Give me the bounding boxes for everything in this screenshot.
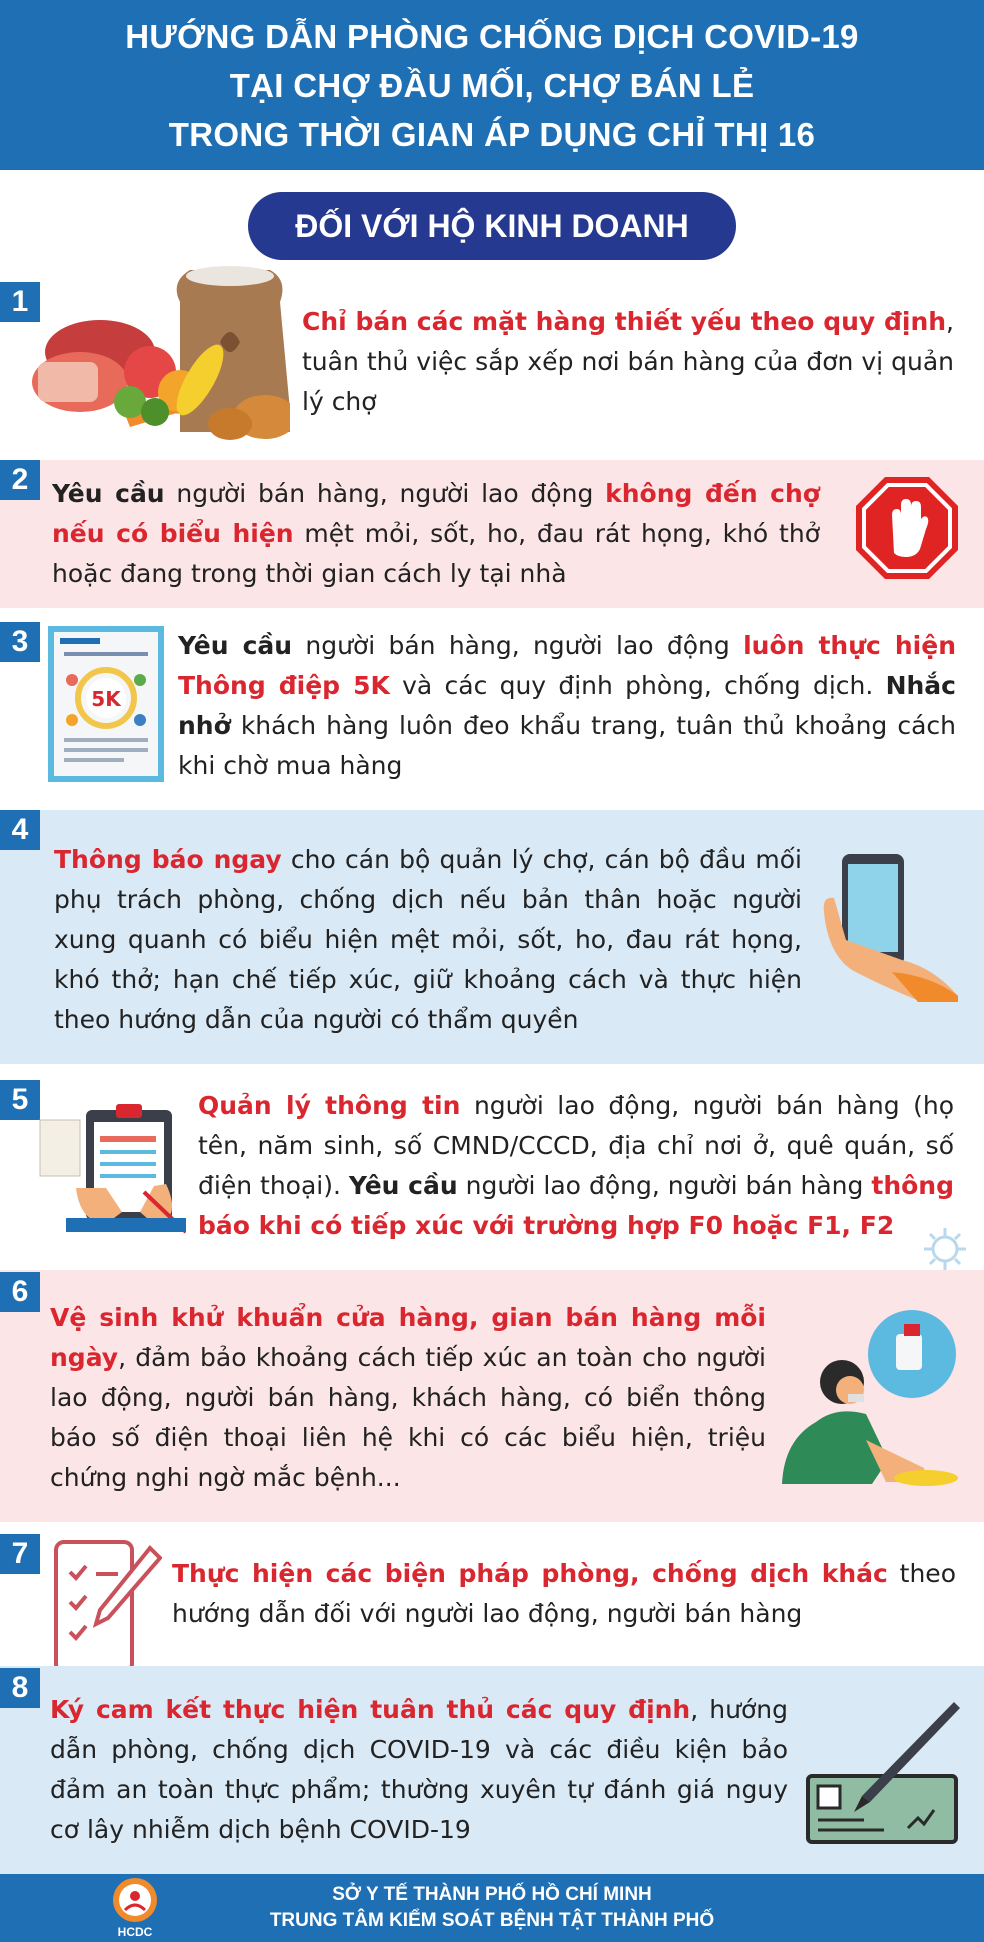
5k-poster-icon	[48, 626, 164, 782]
header-title-line-1: HƯỚNG DẪN PHÒNG CHỐNG DỊCH COVID-19	[125, 18, 859, 55]
item-number-4: 4	[0, 810, 40, 850]
cleaning-person-icon	[776, 1310, 958, 1486]
hcdc-logo	[108, 1876, 162, 1938]
item-number-7: 7	[0, 1534, 40, 1574]
item-number-8: 8	[0, 1668, 40, 1708]
item-7-text: Thực hiện các biện pháp phòng, chống dịch khác theo hướng dẫn đối với người lao động, người bán hàng	[172, 1559, 956, 1628]
header-title-line-2: TẠI CHỢ ĐẦU MỐI, CHỢ BÁN LẺ	[229, 67, 755, 104]
item-number-5: 5	[0, 1080, 40, 1120]
item-8-text: Ký cam kết thực hiện tuân thủ các quy định, hướng dẫn phòng, chống dịch COVID-19 và các điều kiện bảo đảm an toàn thực phẩm; thường xuyên tự đánh giá nguy cơ lây nhiễm dịch bệnh COVID-19	[50, 1695, 788, 1844]
item-number-6: 6	[0, 1272, 40, 1312]
item-number-3: 3	[0, 622, 40, 662]
footer-line-2: TRUNG TÂM KIỂM SOÁT BỆNH TẬT THÀNH PHỐ	[269, 1910, 715, 1931]
footer-line-1: SỞ Y TẾ THÀNH PHỐ HỒ CHÍ MINH	[332, 1884, 652, 1905]
section-title-pill: ĐỐI VỚI HỘ KINH DOANH	[248, 192, 736, 260]
virus-icon	[922, 1226, 968, 1272]
item-3-text: Yêu cầu người bán hàng, người lao động luôn thực hiện Thông điệp 5K và các quy định phòng, chống dịch. Nhắc nhở khách hàng luôn đeo khẩu trang, tuân thủ khoảng cách khi chờ mua hàng	[178, 631, 957, 780]
poster-5k-label: 5K	[91, 687, 121, 711]
item-1-text: Chỉ bán các mặt hàng thiết yếu theo quy định, tuân thủ việc sắp xếp nơi bán hàng của đơn vị quản lý chợ	[302, 307, 954, 416]
food-basket-icon	[30, 262, 290, 442]
svg-text:HCDC: HCDC	[117, 1925, 153, 1938]
item-5-text: Quản lý thông tin người lao động, người bán hàng (họ tên, năm sinh, số CMND/CCCD, địa chỉ nơi ở, quê quán, số điện thoại). Yêu cầu người lao động, người bán hàng thông báo khi có tiếp xúc với trường hợp F0 hoặc F1, F2	[198, 1091, 954, 1240]
item-2-text: Yêu cầu người bán hàng, người lao động không đến chợ nếu có biểu hiện mệt mỏi, sốt, ho, đau rát họng, khó thở hoặc đang trong thời gian cách ly tại nhà	[52, 479, 820, 588]
smartphone-hand-icon	[822, 850, 958, 1002]
item-4-text: Thông báo ngay cho cán bộ quản lý chợ, cán bộ đầu mối phụ trách phòng, chống dịch nếu bản thân hoặc người xung quanh có biểu hiện mệt mỏi, sốt, ho, đau rát họng, khó thở; hạn chế tiếp xúc, giữ khoảng cách và thực hiện theo hướng dẫn của người có thẩm quyền	[54, 845, 802, 1034]
stop-hand-icon	[854, 475, 960, 581]
item-number-2: 2	[0, 460, 40, 500]
page-header	[0, 0, 984, 170]
header-title-line-3: TRONG THỜI GIAN ÁP DỤNG CHỈ THỊ 16	[168, 116, 816, 153]
item-number-1: 1	[0, 282, 40, 322]
clipboard-icon	[36, 1092, 186, 1238]
checklist-pen-icon	[52, 1538, 162, 1676]
signing-pen-icon	[804, 1696, 962, 1846]
item-6-text: Vệ sinh khử khuẩn cửa hàng, gian bán hàng mỗi ngày, đảm bảo khoảng cách tiếp xúc an toàn cho người lao động, người bán hàng, khách hàng, có biển thông báo số điện thoại liên hệ khi có các biểu hiện, triệu chứng nghi ngờ mắc bệnh...	[50, 1303, 766, 1492]
